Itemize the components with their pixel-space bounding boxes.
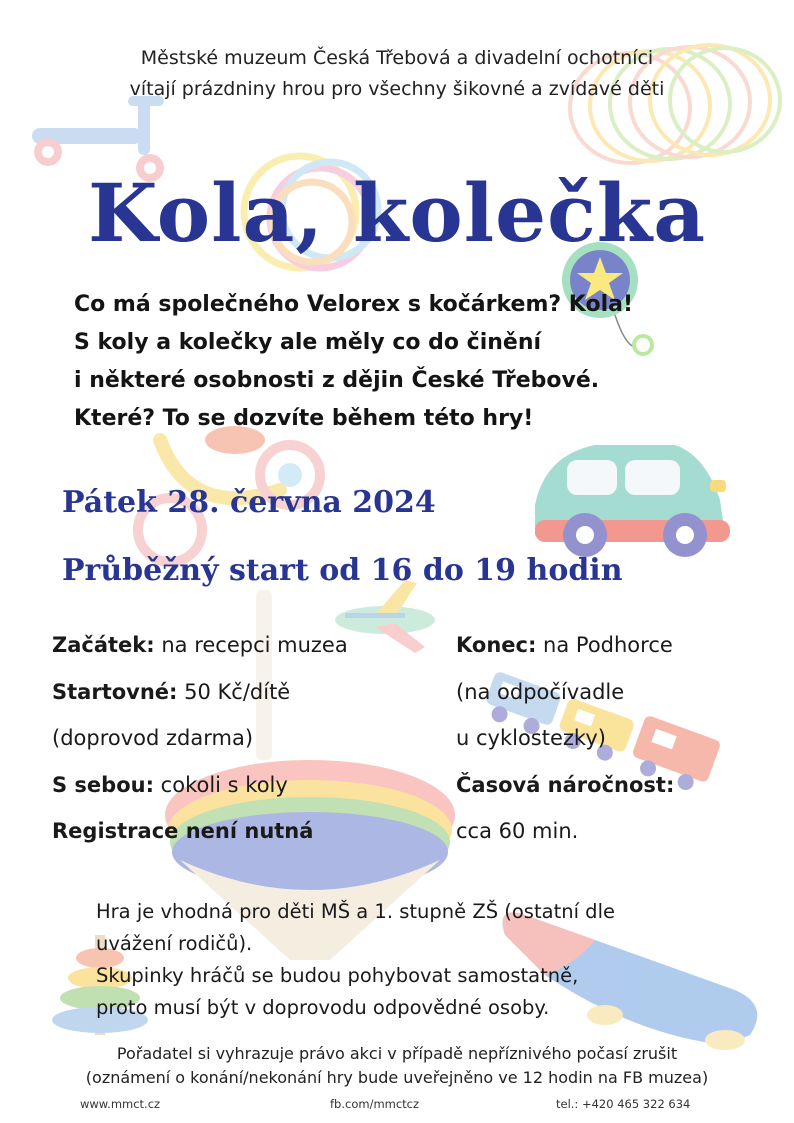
duration-label: Časová náročnost:: [456, 773, 675, 797]
bring-info: [52, 773, 288, 797]
duration-info: [456, 773, 674, 797]
footer-line-1: Pořadatel si vyhrazuje právo akci v případě nepříznivého počasí zrušit: [116, 1044, 678, 1063]
fee-value: 50 Kč/dítě: [177, 680, 291, 704]
start-info: [52, 633, 348, 657]
event-date: Pátek 28. června 2024: [62, 485, 436, 520]
event-time: Průběžný start od 16 do 19 hodin: [62, 553, 623, 588]
end-info: [456, 633, 673, 657]
start-value: na recepci muzea: [154, 633, 348, 657]
lead-line-2: S koly a kolečky ale měly co do činění: [74, 330, 542, 355]
registration-label: Registrace není nutná: [52, 819, 314, 843]
contact-facebook: fb.com/mmctcz: [330, 1097, 420, 1111]
contact-phone: tel.: +420 465 322 634: [556, 1097, 691, 1111]
fee-label: Startovné:: [52, 680, 178, 704]
end-note-2: u cyklostezky): [456, 726, 606, 750]
lead-line-1: Co má společného Velorex s kočárkem? Kola!: [74, 292, 633, 317]
end-note-1: (na odpočívadle: [456, 680, 625, 704]
footer-line-2: (oznámení o konání/nekonání hry bude uveřejněno ve 12 hodin na FB muzea): [85, 1068, 709, 1087]
fee-info: [52, 680, 290, 704]
end-label: Konec:: [456, 633, 537, 657]
fee-note: (doprovod zdarma): [52, 726, 254, 750]
intro-line-2: vítají prázdniny hrou pro všechny šikovné a zvídavé děti: [129, 78, 665, 100]
bring-label: S sebou:: [52, 773, 154, 797]
note-line-3: Skupinky hráčů se budou pohybovat samostatně,: [96, 964, 579, 987]
start-label: Začátek:: [52, 633, 155, 657]
note-line-2: uvážení rodičů).: [96, 932, 253, 955]
duration-value: cca 60 min.: [456, 819, 579, 843]
lead-line-3: i některé osobnosti z dějin České Třebové.: [74, 368, 600, 393]
intro-line-1: Městské muzeum Česká Třebová a divadelní ochotníci: [140, 47, 654, 69]
note-line-1: Hra je vhodná pro děti MŠ a 1. stupně ZŠ (ostatní dle: [96, 900, 615, 923]
bring-value: cokoli s koly: [154, 773, 288, 797]
registration-info: [52, 819, 313, 843]
poster-title: Kola, kolečka: [87, 166, 707, 260]
lead-line-4: Které? To se dozvíte během této hry!: [74, 406, 534, 431]
note-line-4: proto musí být v doprovodu odpovědné osoby.: [96, 996, 550, 1019]
end-value: na Podhorce: [536, 633, 673, 657]
contact-web: www.mmct.cz: [80, 1097, 161, 1111]
